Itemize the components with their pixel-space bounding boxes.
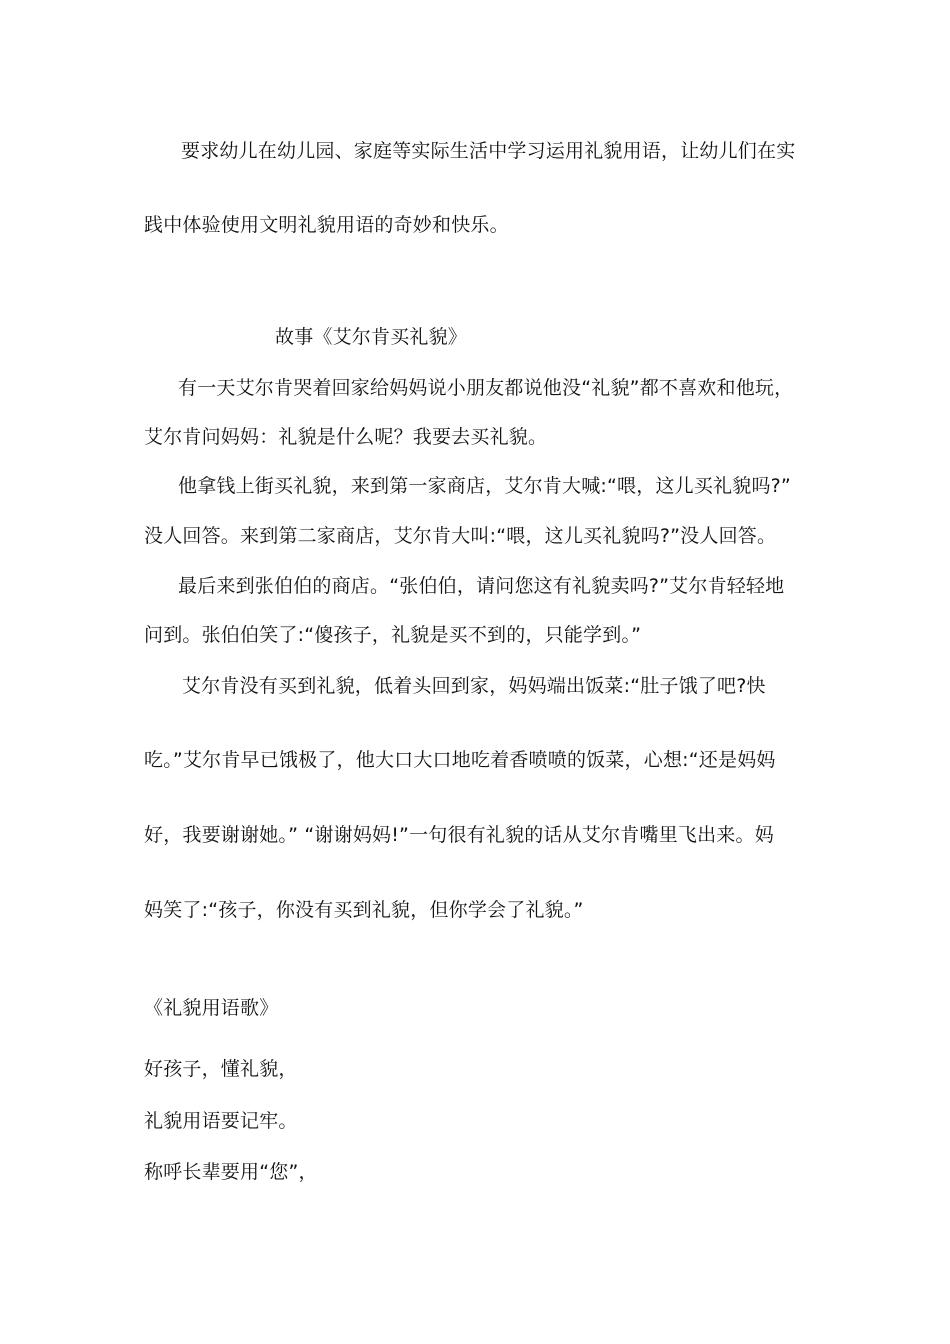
story-p4-line-2: 吃。”艾尔肯早已饿极了，他大口大口地吃着香喷喷的饭菜，心想:“还是妈妈 — [144, 749, 776, 771]
story-p4-line-3: 好，我要谢谢她。” “谢谢妈妈!”一句很有礼貌的话从艾尔肯嘴里飞出来。妈 — [144, 824, 774, 846]
story-p2-line-1: 他拿钱上街买礼貌，来到第一家商店，艾尔肯大喊:“喂，这儿买礼貌吗?” — [178, 475, 791, 497]
story-title: 故事《艾尔肯买礼貌》 — [275, 326, 468, 348]
story-p4-line-1: 艾尔肯没有买到礼貌，低着头回到家，妈妈端出饭菜:“肚子饿了吧?快 — [182, 675, 766, 697]
song-line-2: 礼貌用语要记牢。 — [144, 1110, 298, 1132]
song-line-3: 称呼长辈要用“您”， — [144, 1161, 318, 1183]
story-p2-line-2: 没人回答。来到第二家商店，艾尔肯大叫:“喂，这儿买礼貌吗?”没人回答。 — [144, 525, 777, 547]
story-p3-line-2: 问到。张伯伯笑了:“傻孩子，礼貌是买不到的，只能学到。” — [144, 624, 642, 646]
song-line-1: 好孩子，懂礼貌， — [144, 1058, 298, 1080]
story-p3-line-1: 最后来到张伯伯的商店。“张伯伯，请问您这有礼貌卖吗?”艾尔肯轻轻地 — [178, 575, 785, 597]
song-title: 《礼貌用语歌》 — [144, 997, 279, 1019]
story-p1-line-2: 艾尔肯问妈妈：礼貌是什么呢？我要去买礼貌。 — [144, 426, 548, 448]
story-p1-line-1: 有一天艾尔肯哭着回家给妈妈说小朋友都说他没“礼貌”都不喜欢和他玩， — [178, 377, 794, 399]
intro-line-1: 要求幼儿在幼儿园、家庭等实际生活中学习运用礼貌用语，让幼儿们在实 — [181, 140, 796, 162]
intro-line-2: 践中体验使用文明礼貌用语的奇妙和快乐。 — [144, 214, 509, 236]
story-p4-line-4: 妈笑了:“孩子，你没有买到礼貌，但你学会了礼貌。” — [144, 899, 584, 921]
